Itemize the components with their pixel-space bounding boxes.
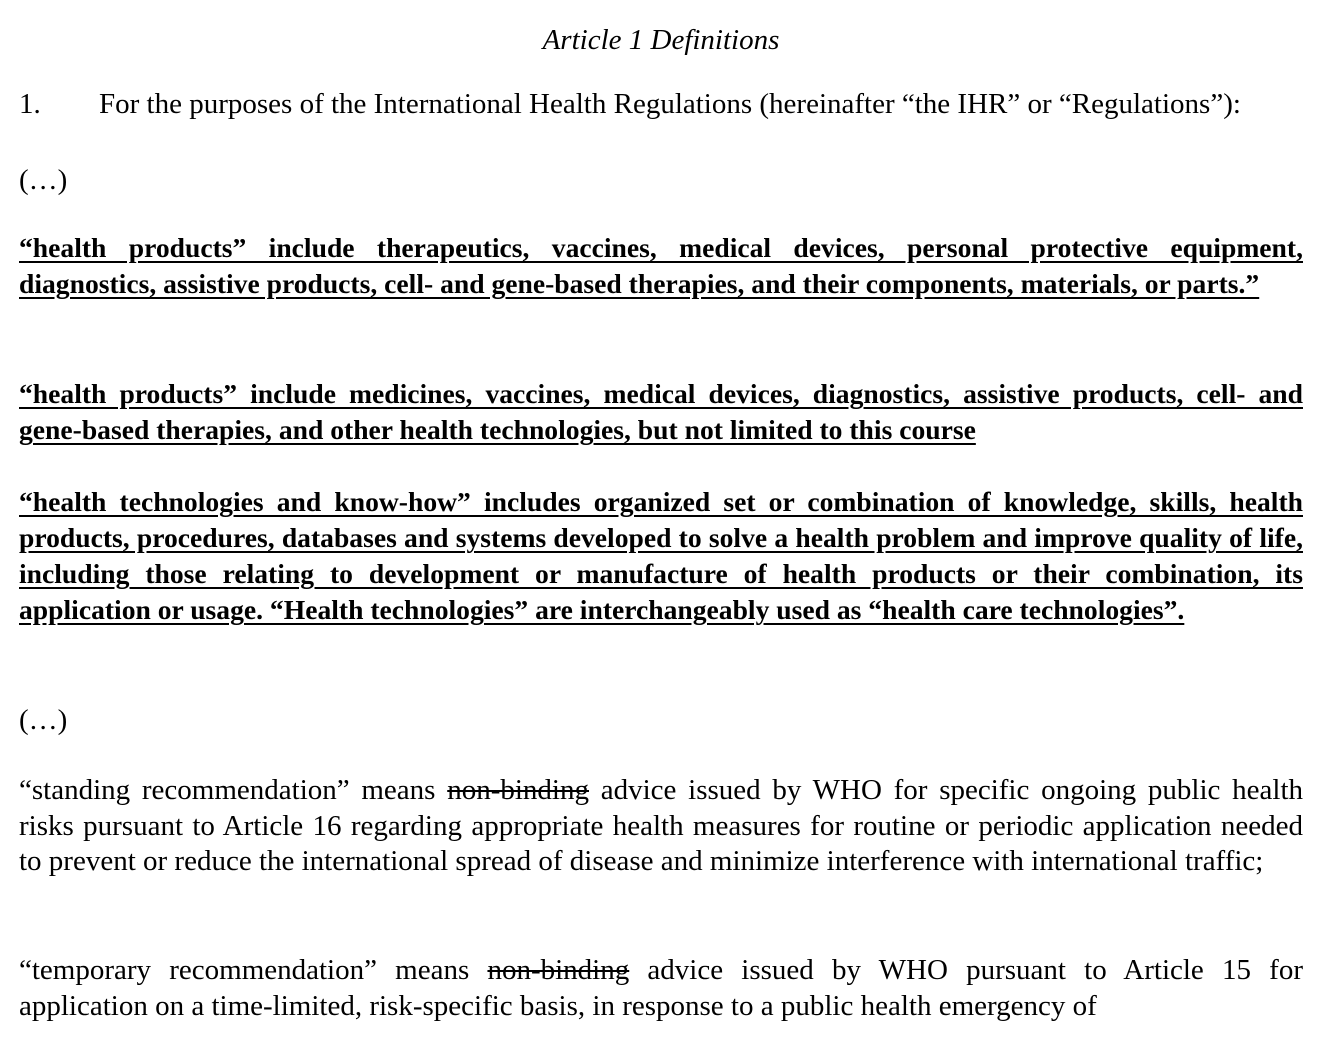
struck-text: non-binding [447, 774, 589, 806]
intro-text: For the purposes of the International Health Regulations (hereinafter “the IHR” or “Regulations”): [99, 88, 1241, 120]
definition-text: “standing recommendation” means [19, 774, 448, 806]
definition-standing-recommendation [19, 773, 1303, 880]
amendment-health-products-2 [19, 376, 1303, 448]
paragraph-number: 1. [19, 88, 41, 120]
omission-marker: (…) [19, 704, 68, 736]
definition-text: advice issued by WHO pursuant to Article 15 for application on a time-limited, risk-specific basis, in response to a public health emergency of [19, 954, 1303, 1022]
amendment-health-technologies [19, 484, 1303, 628]
struck-text: non-binding [487, 954, 630, 986]
definition-temporary-recommendation [19, 953, 1303, 1024]
article-title: Article 1 Definitions [542, 24, 780, 56]
amendment-health-products-1 [19, 230, 1303, 302]
definition-text: advice issued by WHO for specific ongoing public health risks pursuant to Article 16 regarding appropriate health measures for routine or periodic application needed to prevent or reduce the international spread of disease and minimize interference with international traffic; [19, 774, 1303, 877]
amendment-text: “health technologies and know-how” includes organized set or combination of knowledge, skills, health products, procedures, databases and systems developed to solve a health problem and improve quality of life, including those relating to development or manufacture of health products or their combination, its application or usage. “Health technologies” are interchangeably used as “health care technologies”. [19, 486, 1303, 625]
intro-paragraph [19, 84, 1309, 124]
omission-marker: (…) [19, 164, 68, 196]
amendment-text: “health products” include medicines, vaccines, medical devices, diagnostics, assistive products, cell- and gene-based therapies, and other health technologies, but not limited to this course [19, 378, 1303, 445]
amendment-text: “health products” include therapeutics, vaccines, medical devices, personal protective equipment, diagnostics, assistive products, cell- and gene-based therapies, and their components, materials, or parts.” [19, 232, 1303, 299]
definition-text: “temporary recommendation” means [19, 954, 488, 986]
